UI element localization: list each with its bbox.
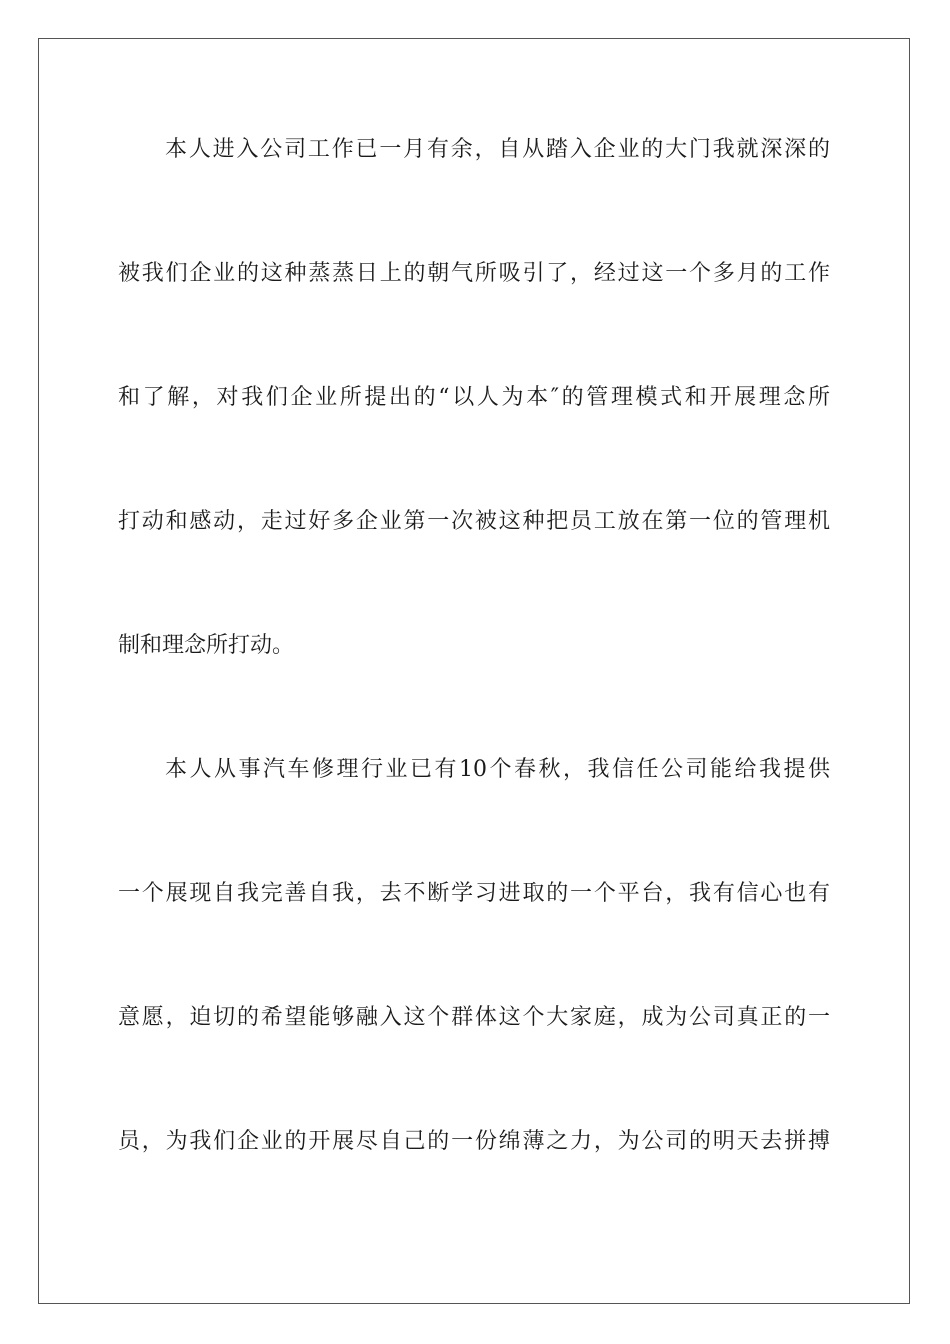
text-line: 本人进入公司工作已一月有余，自从踏入企业的大门我就深深的 [165,137,830,162]
page-frame [38,38,910,1304]
text-line: 员，为我们企业的开展尽自己的一份绵薄之力，为公司的明天去拼搏 [118,1129,830,1154]
text-line: 一个展现自我完善自我，去不断学习进取的一个平台，我有信心也有 [118,881,830,906]
text-line: 和了解，对我们企业所提出的“以人为本″的管理模式和开展理念所 [118,385,830,410]
text-line: 被我们企业的这种蒸蒸日上的朝气所吸引了，经过这一个多月的工作 [118,261,830,286]
text-line: 制和理念所打动。 [118,633,295,658]
text-line: 意愿，迫切的希望能够融入这个群体这个大家庭，成为公司真正的一 [118,1005,830,1030]
text-line: 本人从事汽车修理行业已有10个春秋，我信任公司能给我提供 [165,757,830,782]
text-line: 打动和感动，走过好多企业第一次被这种把员工放在第一位的管理机 [118,509,830,534]
